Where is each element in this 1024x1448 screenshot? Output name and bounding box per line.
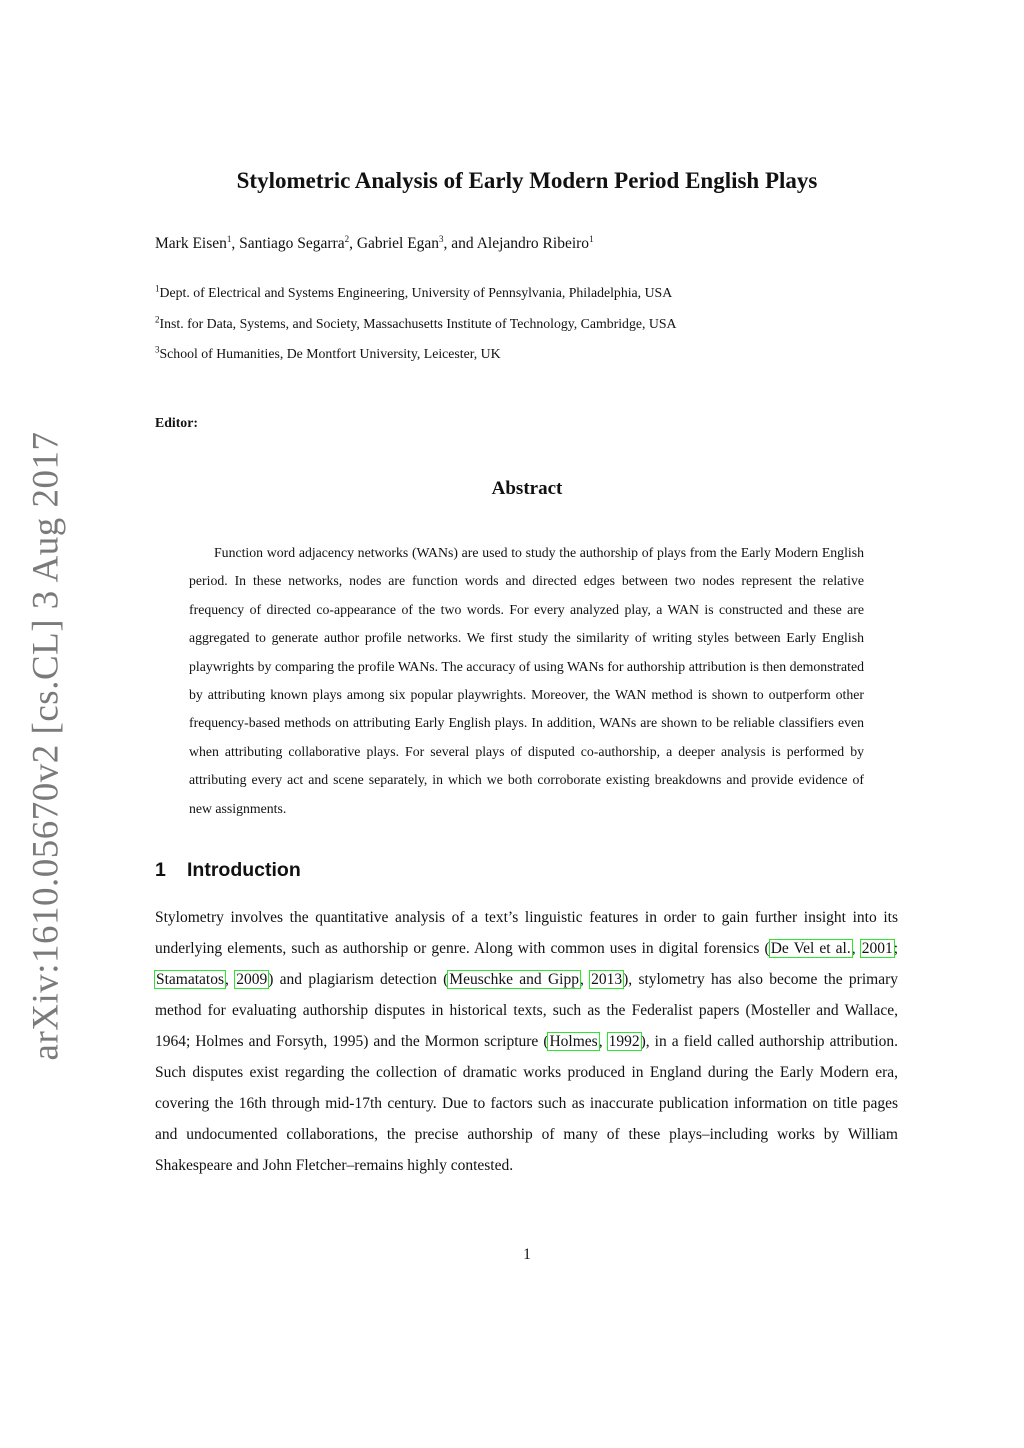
section-title: Introduction (187, 859, 301, 881)
author-separator: , and (443, 235, 477, 252)
body-text: Stylometry involves the quantitative analysis of a text’s linguistic features in order to gain further insight into its underlying elements, such as authorship or genre. Along with common uses in digital forensics ( (155, 909, 898, 957)
affiliation-number: 2 (155, 314, 160, 325)
author-name: Mark Eisen (155, 235, 227, 252)
affiliation-text: Inst. for Data, Systems, and Society, Massachusetts Institute of Technology, Cambridge, USA (159, 316, 677, 331)
section-heading (155, 859, 301, 882)
author-separator: , (349, 235, 357, 252)
paper-title: Stylometric Analysis of Early Modern Period English Plays (236, 168, 818, 193)
author-list (155, 235, 594, 253)
citation-link[interactable]: 2009 (236, 971, 268, 988)
author-separator: , (231, 235, 240, 252)
author-name: Gabriel Egan (356, 235, 440, 252)
author-affiliation-mark: 2 (344, 233, 350, 244)
affiliation-text: School of Humanities, De Montfort University, Leicester, UK (159, 346, 501, 361)
section-number: 1 (155, 859, 166, 881)
citation-link[interactable]: 2001 (861, 940, 893, 957)
affiliation (155, 316, 676, 332)
body-text: ), in a field called authorship attribution. Such disputes exist regarding the collection of dramatic works produced in England during the Early Modern era, covering the 16th through mid-17th century. Due to factors such as inaccurate publication information on title pages and undocumented collaborations, the precise authorship of many of these plays–including works by William Shakespeare and John Fletcher–remains highly contested. (155, 1033, 899, 1174)
introduction-paragraph: Stylometry involves the quantitative analysis of a text’s linguistic features in order to gain further insight into its underlying elements, such as authorship or genre. Along with common uses in digital forensics (De Vel et al., 2001; Stamatatos, 2009) and plagiarism detection (Meuschke and Gipp, 2013), stylometry has also become the primary method for evaluating authorship disputes in historical texts, such as the Federalist papers (Mosteller and Wallace, 1964; Holmes and Forsyth, 1995) and the Mormon scripture (Holmes, 1992), in a field called authorship attribution. Such disputes exist regarding the collection of dramatic works produced in England during the Early Modern era, covering the 16th through mid-17th century. Due to factors such as inaccurate publication information on title pages and undocumented collaborations, the precise authorship of many of these plays–including works by William Shakespeare and John Fletcher–remains highly contested. (155, 909, 899, 1174)
affiliation-text: Dept. of Electrical and Systems Engineering, University of Pennsylvania, Philadelphia, USA (159, 285, 673, 300)
citation-link[interactable]: Stamatatos (156, 971, 225, 988)
page-number: 1 (523, 1246, 531, 1263)
citation-link[interactable]: Meuschke and Gipp (449, 971, 579, 988)
author-affiliation-mark: 3 (439, 233, 444, 244)
citation-link[interactable]: De Vel et al. (770, 940, 851, 957)
arxiv-identifier: arXiv:1610.05670v2 [cs.CL] 3 Aug 2017 (25, 431, 67, 1061)
affiliation-number: 3 (155, 344, 160, 355)
body-text: ), stylometry has also become the primary method for evaluating authorship disputes in historical texts, such as the Federalist papers (Mosteller and Wallace, 1964; Holmes and Forsyth, 1995) and the Mormon scripture ( (155, 971, 899, 1050)
author-name: Santiago Segarra (239, 235, 345, 252)
affiliation (155, 285, 672, 301)
editor-label: Editor: (155, 415, 198, 430)
author-affiliation-mark: 1 (226, 233, 232, 244)
affiliation-number: 1 (155, 283, 160, 294)
author-affiliation-mark: 1 (589, 233, 594, 244)
citation-link[interactable]: Holmes (549, 1033, 598, 1050)
citation-link[interactable]: 2013 (591, 971, 623, 988)
citation-link[interactable]: 1992 (608, 1033, 640, 1050)
body-text: ) and plagiarism detection ( (268, 971, 449, 988)
abstract-text: Function word adjacency networks (WANs) are used to study the authorship of plays from the Early Modern English period. In these networks, nodes are function words and directed edges between two nodes represent the relative frequency of directed co-appearance of the two words. For every analyzed play, a WAN is constructed and these are aggregated to generate author profile networks. We first study the similarity of writing styles between Early English playwrights by comparing the profile WANs. The accuracy of using WANs for authorship attribution is then demonstrated by attributing known plays among six popular playwrights. Moreover, the WAN method is shown to outperform other frequency-based methods on attributing Early English plays. In addition, WANs are shown to be reliable classifiers even when attributing collaborative plays. For several plays of disputed co-authorship, a deeper analysis is performed by attributing every act and scene separately, in which we both corroborate existing breakdowns and provide evidence of new assignments. (189, 545, 864, 816)
abstract-heading: Abstract (491, 478, 563, 499)
author-name: Alejandro Ribeiro (476, 235, 590, 252)
affiliation (155, 346, 501, 362)
